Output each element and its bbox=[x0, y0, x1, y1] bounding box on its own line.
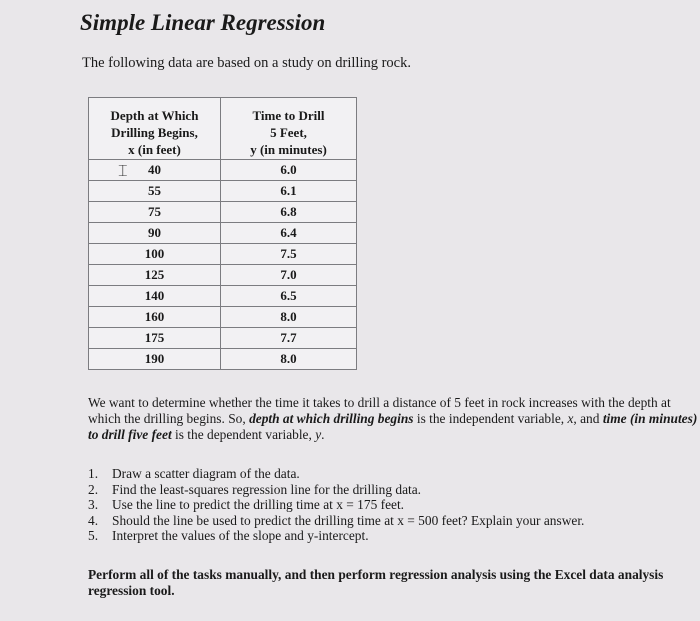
task-text: Use the line to predict the drilling time at x = 175 feet. bbox=[112, 497, 405, 512]
time-cell: 6.4 bbox=[221, 223, 357, 244]
task-text: Interpret the values of the slope and y-intercept. bbox=[112, 528, 369, 543]
time-cell: 8.0 bbox=[221, 307, 357, 328]
para-text-3: , and bbox=[573, 411, 603, 426]
table-row bbox=[89, 265, 357, 286]
table-row bbox=[89, 349, 357, 370]
time-cell: 6.1 bbox=[221, 181, 357, 202]
header-time-line3: y (in minutes) bbox=[250, 142, 327, 157]
para-text-2: is the independent variable, bbox=[413, 411, 568, 426]
table-row bbox=[89, 286, 357, 307]
depth-cell: 90 bbox=[89, 223, 221, 244]
table-row bbox=[89, 160, 357, 181]
list-item bbox=[88, 497, 688, 513]
depth-cell: 40 bbox=[89, 160, 221, 181]
text-cursor-icon: ⌶ bbox=[118, 163, 128, 180]
list-item bbox=[88, 482, 688, 498]
depth-cell: 125 bbox=[89, 265, 221, 286]
task-text: Draw a scatter diagram of the data. bbox=[112, 466, 300, 481]
task-list bbox=[88, 466, 688, 544]
time-cell: 6.0 bbox=[221, 160, 357, 181]
para-var-y: y bbox=[315, 427, 322, 442]
page-title: Simple Linear Regression bbox=[80, 10, 326, 35]
task-number: 2. bbox=[88, 481, 99, 497]
list-item bbox=[88, 513, 688, 529]
task-number: 4. bbox=[88, 512, 99, 528]
task-number: 1. bbox=[88, 466, 99, 481]
table-row bbox=[89, 202, 357, 223]
table-header-row bbox=[89, 98, 357, 160]
depth-cell: 160 bbox=[89, 307, 221, 328]
task-number: 5. bbox=[88, 528, 99, 543]
list-item bbox=[88, 466, 688, 482]
depth-cell: 175 bbox=[89, 328, 221, 349]
time-cell: 6.8 bbox=[221, 202, 357, 223]
header-time-line1: Time to Drill bbox=[252, 108, 325, 123]
depth-cell: 75 bbox=[89, 202, 221, 223]
data-table bbox=[88, 97, 357, 370]
depth-cell: 55 bbox=[89, 181, 221, 202]
table-row bbox=[89, 328, 357, 349]
header-depth-line3: x (in feet) bbox=[128, 142, 181, 157]
depth-cell: 190 bbox=[89, 349, 221, 370]
header-depth-line2: Drilling Begins, bbox=[111, 125, 198, 140]
task-text: Should the line be used to predict the drilling time at x = 500 feet? Explain your answer. bbox=[112, 512, 585, 528]
para-emphasis-dependent: time (in minutes) to drill five feet bbox=[88, 411, 698, 442]
table-row bbox=[89, 244, 357, 265]
question-paragraph bbox=[88, 395, 700, 443]
para-text-4: is the dependent variable, bbox=[171, 427, 316, 442]
para-text-5: . bbox=[321, 427, 325, 442]
header-time bbox=[221, 98, 357, 160]
header-time-line2: 5 Feet, bbox=[270, 125, 307, 140]
header-depth bbox=[89, 98, 221, 160]
time-cell: 7.0 bbox=[221, 265, 357, 286]
intro-text: The following data are based on a study on drilling rock. bbox=[82, 55, 411, 71]
table-row bbox=[89, 307, 357, 328]
table-row bbox=[89, 181, 357, 202]
task-number: 3. bbox=[88, 497, 99, 512]
time-cell: 6.5 bbox=[221, 286, 357, 307]
instructions-text: Perform all of the tasks manually, and then perform regression analysis using the Excel data analysis regression tool. bbox=[88, 567, 664, 598]
para-emphasis-independent: depth at which drilling begins bbox=[249, 411, 414, 426]
time-cell: 7.7 bbox=[221, 328, 357, 349]
depth-cell: 100 bbox=[89, 244, 221, 265]
table-row bbox=[89, 223, 357, 244]
task-text: Find the least-squares regression line for the drilling data. bbox=[112, 481, 422, 497]
time-cell: 7.5 bbox=[221, 244, 357, 265]
header-depth-line1: Depth at Which bbox=[110, 108, 199, 123]
list-item bbox=[88, 528, 688, 544]
depth-cell: 140 bbox=[89, 286, 221, 307]
para-text-1: We want to determine whether the time it takes to drill a distance of 5 feet in rock increases with the depth at which the drilling begins. So, bbox=[88, 395, 671, 426]
time-cell: 8.0 bbox=[221, 349, 357, 370]
para-var-x: x bbox=[567, 411, 574, 426]
